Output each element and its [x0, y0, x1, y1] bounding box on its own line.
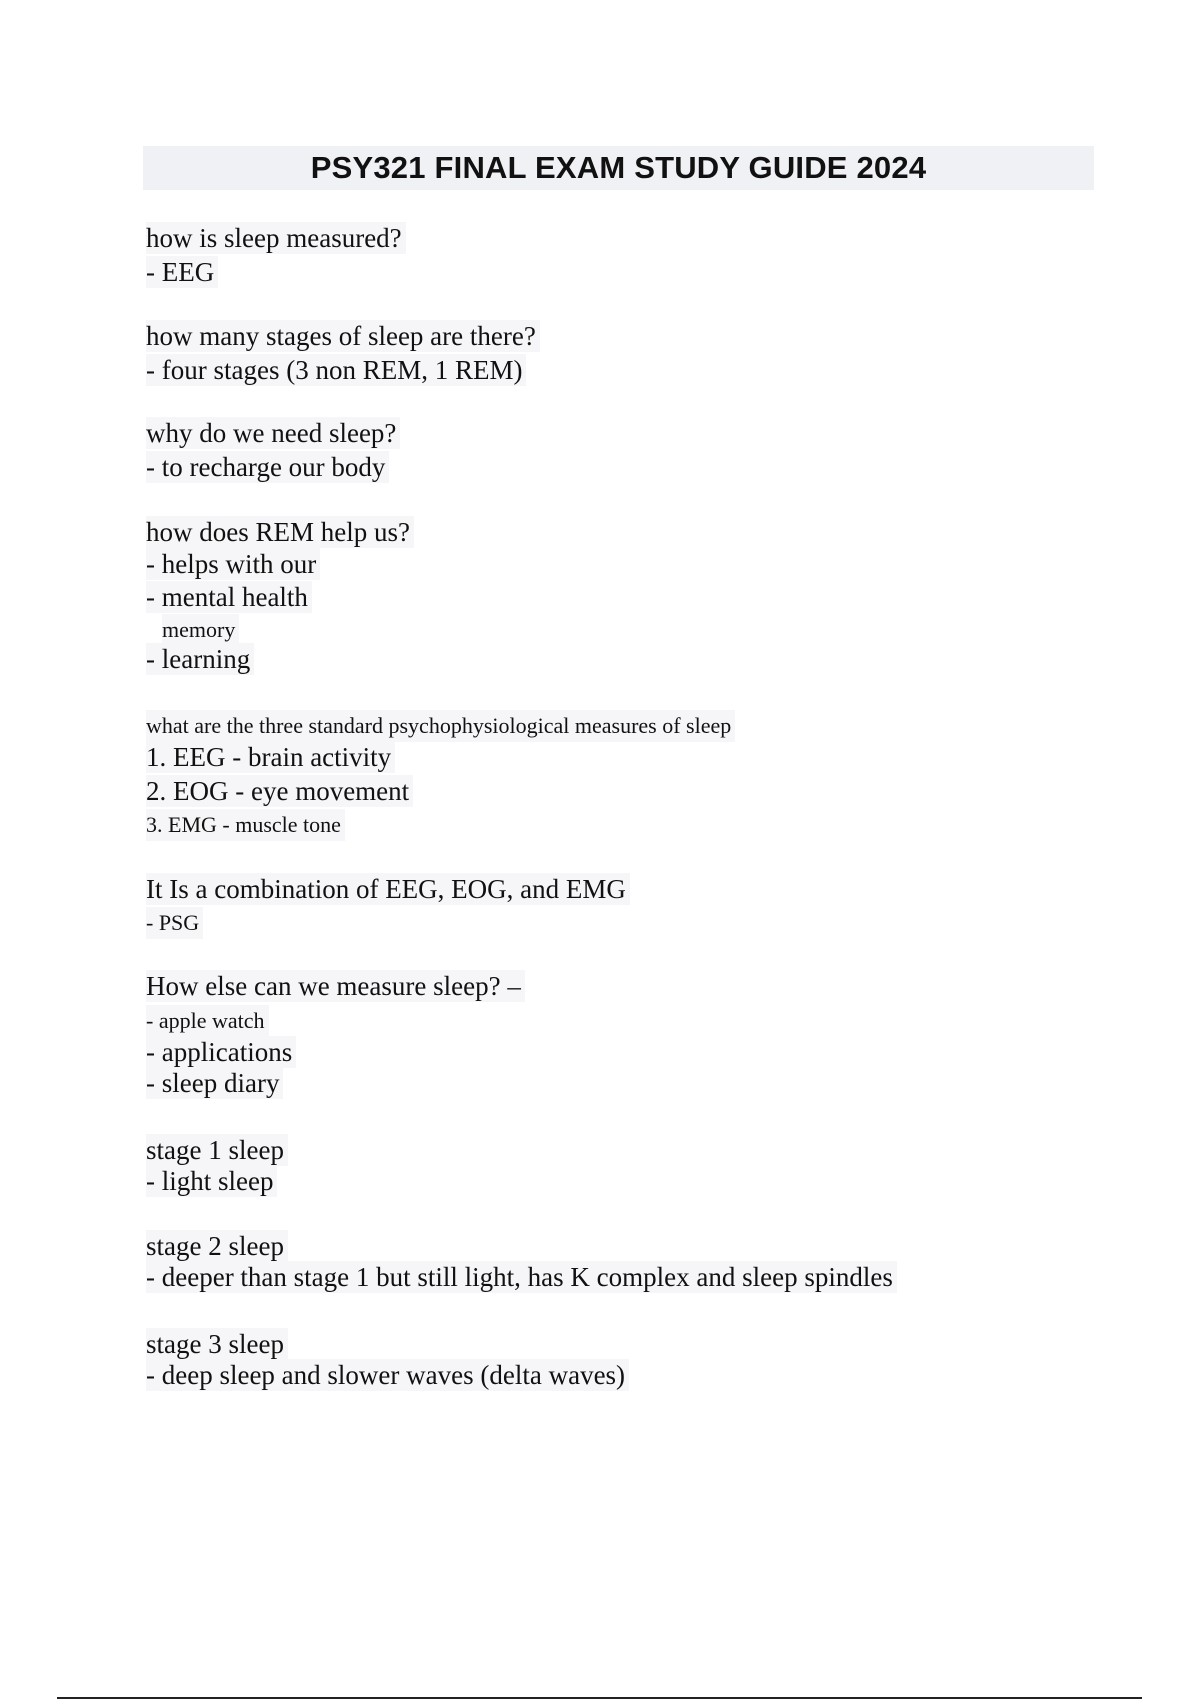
answer-psg: - PSG [146, 907, 203, 939]
answer-apple-watch: - apple watch [146, 1005, 269, 1037]
measure-emg: 3. EMG - muscle tone [146, 809, 345, 841]
measure-eeg: 1. EEG - brain activity [146, 741, 395, 773]
answer-rem-learning: - learning [146, 643, 254, 675]
answer-sleep-diary: - sleep diary [146, 1067, 283, 1099]
answer-applications: - applications [146, 1036, 296, 1068]
answer-sleep-measured: - EEG [146, 256, 218, 288]
answer-stage-2: - deeper than stage 1 but still light, has K complex and sleep spindles [146, 1261, 897, 1293]
answer-stages-count: - four stages (3 non REM, 1 REM) [146, 354, 526, 386]
heading-stage-3: stage 3 sleep [146, 1328, 288, 1360]
answer-rem-helps-with: - helps with our [146, 548, 320, 580]
question-else-measure: How else can we measure sleep? – [146, 970, 525, 1002]
measure-eog: 2. EOG - eye movement [146, 775, 413, 807]
answer-rem-mental-health: - mental health [146, 581, 312, 613]
question-sleep-measured: how is sleep measured? [146, 222, 406, 254]
heading-stage-1: stage 1 sleep [146, 1134, 288, 1166]
question-rem-help: how does REM help us? [146, 516, 414, 548]
question-stages-count: how many stages of sleep are there? [146, 320, 540, 352]
answer-stage-1: - light sleep [146, 1165, 277, 1197]
answer-stage-3: - deep sleep and slower waves (delta waves) [146, 1359, 629, 1391]
document-title: PSY321 FINAL EXAM STUDY GUIDE 2024 [310, 150, 927, 185]
answer-rem-memory: memory [162, 614, 239, 646]
bottom-rule [57, 1697, 1142, 1699]
question-psychophysiological-measures: what are the three standard psychophysiological measures of sleep [146, 710, 735, 742]
heading-stage-2: stage 2 sleep [146, 1230, 288, 1262]
title-banner [143, 146, 1094, 190]
question-why-sleep: why do we need sleep? [146, 417, 400, 449]
question-combination: It Is a combination of EEG, EOG, and EMG [146, 873, 630, 905]
answer-why-sleep: - to recharge our body [146, 451, 389, 483]
